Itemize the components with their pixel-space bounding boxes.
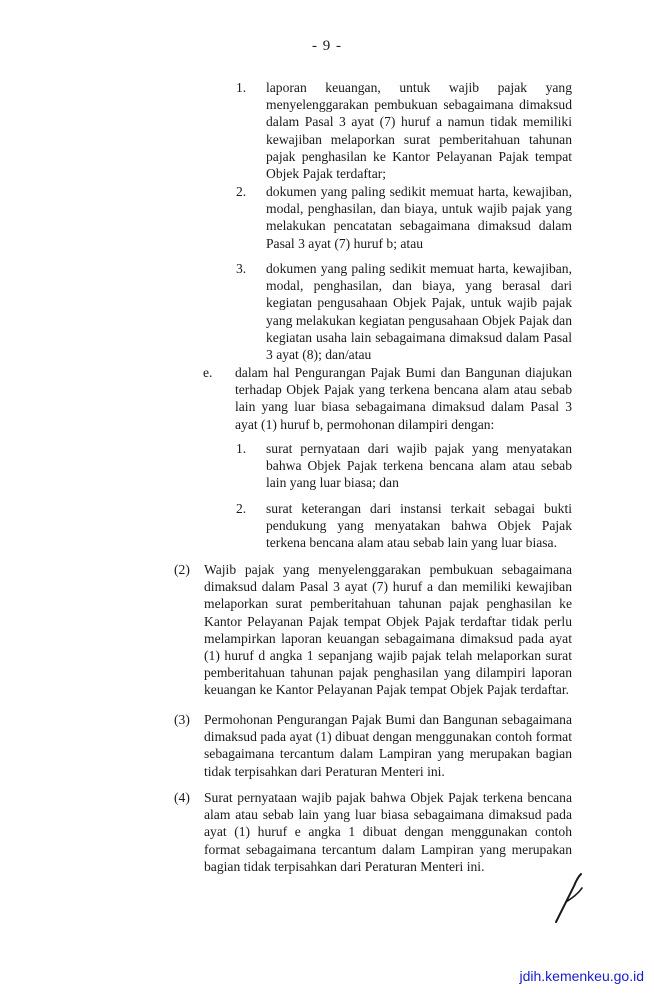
item-text: dalam hal Pengurangan Pajak Bumi dan Bangunan diajukan terhadap Objek Pajak yang terkena bencana alam atau sebab lain yang luar biasa sebagaimana dimaksud dalam Pasal 3 ayat (1) huruf b, permohonan dilampiri dengan: xyxy=(235,365,572,432)
item-number: 2. xyxy=(236,184,247,199)
paragraph xyxy=(174,789,572,875)
item-letter: e. xyxy=(203,365,213,380)
footer-website: jdih.kemenkeu.go.id xyxy=(519,968,644,984)
paragraph-text: Surat pernyataan wajib pajak bahwa Objek Pajak terkena bencana alam atau sebab lain yang luar biasa sebagaimana dimaksud pada ayat (1) huruf e angka 1 dibuat dengan menggunakan contoh format sebagaimana tercantum dalam Lampiran yang merupakan bagian tidak terpisahkan dari Peraturan Menteri ini. xyxy=(204,790,572,874)
paragraph-text: Permohonan Pengurangan Pajak Bumi dan Bangunan sebagaimana dimaksud pada ayat (1) dibuat dengan menggunakan contoh format sebagaimana tercantum dalam Lampiran yang merupakan bagian tidak terpisahkan dari Peraturan Menteri ini. xyxy=(204,712,572,779)
item-text: surat pernyataan dari wajib pajak yang menyatakan bahwa Objek Pajak terkena bencana alam atau sebab lain yang luar biasa; dan xyxy=(266,441,572,491)
list-item xyxy=(236,183,572,252)
list-item xyxy=(236,500,572,552)
item-text: laporan keuangan, untuk wajib pajak yang menyelenggarakan pembukuan sebagaimana dimaksud dalam Pasal 3 ayat (7) huruf a namun tidak memiliki kewajiban melaporkan surat pemberitahuan tahunan pajak penghasilan ke Kantor Pelayanan Pajak tempat Objek Pajak terdaftar; xyxy=(266,80,572,182)
item-text: dokumen yang paling sedikit memuat harta, kewajiban, modal, penghasilan, dan biaya, yang berasal dari kegiatan pengusahaan Objek Pajak, untuk wajib pajak yang melakukan kegiatan pengusahaan Objek Pajak dan kegiatan usaha lain sebagaimana dimaksud dalam Pasal 3 ayat (8); dan/atau xyxy=(266,261,572,363)
paragraph xyxy=(174,711,572,780)
list-item-e xyxy=(203,364,572,433)
list-item xyxy=(236,440,572,492)
item-number: 3. xyxy=(236,261,247,276)
paragraph-number: (3) xyxy=(174,712,190,727)
page-number: - 9 - xyxy=(312,38,342,54)
item-number: 1. xyxy=(236,441,247,456)
paragraph-number: (2) xyxy=(174,562,190,577)
list-item xyxy=(236,79,572,182)
item-number: 1. xyxy=(236,80,247,95)
item-text: surat keterangan dari instansi terkait sebagai bukti pendukung yang menyatakan bahwa Objek Pajak terkena bencana alam atau sebab lain yang luar biasa. xyxy=(266,501,572,551)
item-number: 2. xyxy=(236,501,247,516)
item-text: dokumen yang paling sedikit memuat harta, kewajiban, modal, penghasilan, dan biaya, untuk wajib pajak yang melakukan pencatatan sebagaimana dimaksud dalam Pasal 3 ayat (7) huruf b; atau xyxy=(266,184,572,251)
paragraph xyxy=(174,561,572,699)
list-item xyxy=(236,260,572,363)
signature-mark xyxy=(548,872,588,926)
paragraph-text: Wajib pajak yang menyelenggarakan pembukuan sebagaimana dimaksud dalam Pasal 3 ayat (7) huruf a dan memiliki kewajiban melaporkan surat pemberitahuan tahunan pajak penghasilan ke Kantor Pelayanan Pajak tempat Objek Pajak terdaftar tidak perlu melampirkan laporan keuangan sebagaimana dimaksud pada ayat (1) huruf d angka 1 sepanjang wajib pajak telah melaporkan surat pemberitahuan tahunan pajak penghasilan yang dilampiri laporan keuangan ke Kantor Pelayanan Pajak tempat Objek Pajak terdaftar. xyxy=(204,562,572,698)
paragraph-number: (4) xyxy=(174,790,190,805)
